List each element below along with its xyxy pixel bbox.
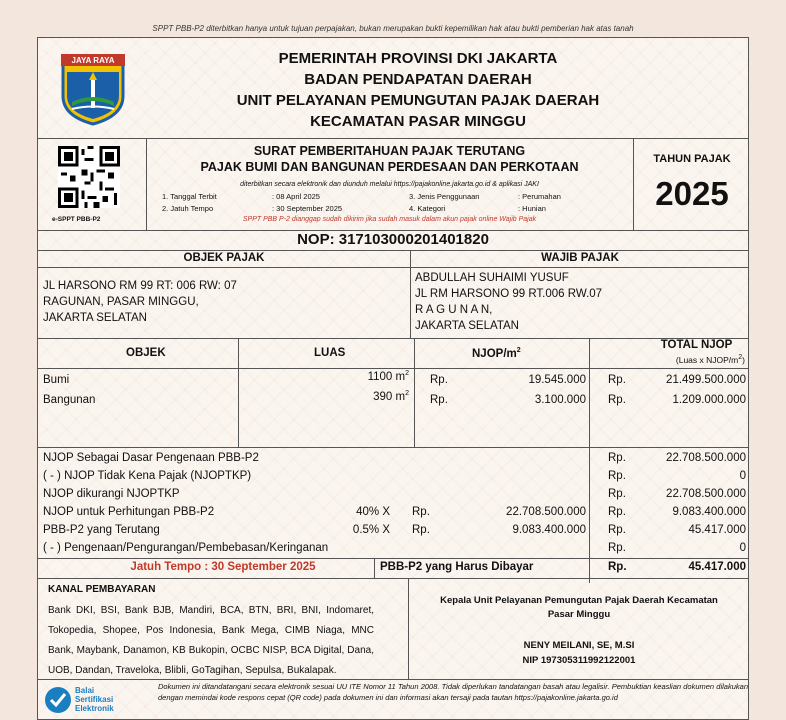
row-bangunan-rp1: Rp. [430,394,448,406]
objek-pajak-heading: OBJEK PAJAK [183,252,265,264]
summary-njop-hitung-rp: Rp. [608,506,626,518]
jatuh-tempo-banner: Jatuh Tempo : 30 September 2025 [130,561,316,573]
col-luas: LUAS [314,347,346,359]
jatuh-tempo-label: 2. Jatuh Tempo [162,204,214,213]
summary-pengurangan-value: 0 [739,542,746,554]
summary-njop-hitung-label: NJOP untuk Perhitungan PBB-P2 [43,506,215,518]
summary-njop-hitung-mid: 22.708.500.000 [506,506,586,518]
row-bangunan-njop: 3.100.000 [534,394,586,406]
row-bumi-total: 21.499.500.000 [666,374,746,386]
row-bangunan-luas-text: 390 m [373,390,406,403]
kategori-value: : Hunian [518,204,546,213]
kanal-pembayaran-title: KANAL PEMBAYARAN [48,584,156,595]
tahun-pajak-label: TAHUN PAJAK [653,153,731,165]
qr-label: e-SPPT PBB-P2 [52,216,101,223]
row-bumi-rp2: Rp. [608,374,626,386]
row-bumi-objek: Bumi [43,374,70,386]
sppt-subtitle: diterbitkan secara elektronik dan diunduh melalui https://pajakonline.jakarta.go.id & aplikasi JAKI [240,181,539,188]
dki-jakarta-logo [58,52,128,126]
row-bangunan-luas-sup: 2 [405,390,409,397]
wajib-address-line-1: JL RM HARSONO 99 RT.006 RW.07 [415,288,603,300]
col-total-sub-text: (Luas x NJOP/m [675,354,739,365]
summary-terutang-rp-mid: Rp. [412,524,430,536]
col-objek: OBJEK [126,347,166,359]
summary-pengurangan-rp: Rp. [608,542,626,554]
col-total-sub-sup: 2 [738,354,743,361]
row-bangunan-total: 1.209.000.000 [672,394,746,406]
objek-address-line-1: JL HARSONO RM 99 RT: 006 RW: 07 [43,280,237,292]
summary-njop-kurang-label: NJOP dikurangi NJOPTKP [43,488,180,500]
row-bangunan-rp2: Rp. [608,394,626,406]
summary-njoptkp-value: 0 [739,470,746,482]
col-total-sub-end: ) [742,354,745,365]
summary-njop-dasar-value: 22.708.500.000 [666,452,746,464]
sppt-title [148,143,631,175]
bsre-logo [42,683,142,717]
col-total-sub [627,354,745,365]
summary-terutang-pct: 0.5% X [352,524,390,536]
harus-dibayar-rp: Rp. [608,561,627,573]
harus-dibayar-label: PBB-P2 yang Harus Dibayar [380,561,534,573]
summary-njop-kurang-value: 22.708.500.000 [666,488,746,500]
col-njop [472,347,521,360]
col-njop-sup: 2 [516,347,521,354]
wajib-name: ABDULLAH SUHAIMI YUSUF [415,272,569,284]
summary-njop-dasar-label: NJOP Sebagai Dasar Pengenaan PBB-P2 [43,452,259,464]
delivery-note: SPPT PBB P-2 dianggap sudah dikirim jika sudah masuk dalam akun pajak online Wajib Pajak [242,216,537,223]
sppt-document [37,37,749,720]
qr-code [58,146,120,208]
signatory-block [408,638,750,668]
row-bumi-njop: 19.545.000 [528,374,586,386]
top-disclaimer: SPPT PBB-P2 diterbitkan hanya untuk tujuan perpajakan, bukan merupakan bukti kepemilikan hak atau bukti pemberian hak atas tanah [152,24,634,33]
signatory-nip: NIP 197305311992122001 [522,655,636,666]
tanggal-terbit-label: 1. Tanggal Terbit [162,192,217,201]
jenis-penggunaan-value: : Perumahan [518,192,561,201]
signatory-title [408,594,750,622]
summary-terutang-rp: Rp. [608,524,626,536]
row-bumi-luas-sup: 2 [405,370,409,377]
summary-njop-hitung-rp-mid: Rp. [412,506,430,518]
government-header [188,48,648,132]
summary-njop-hitung-pct: 40% X [356,506,390,518]
summary-njop-kurang-rp: Rp. [608,488,626,500]
tanggal-terbit-value: : 08 April 2025 [272,192,320,201]
summary-terutang-mid: 9.083.400.000 [512,524,586,536]
objek-address-line-2: RAGUNAN, PASAR MINGGU, [43,296,199,308]
signatory-title-line-2: Pasar Minggu [547,609,611,620]
row-bangunan-objek: Bangunan [43,394,96,406]
col-njop-text: NJOP/m [472,347,517,360]
footer-legal-note: Dokumen ini ditandatangani secara elektronik sesuai UU ITE Nomor 11 Tahun 2008. Tidak diperlukan tandatangan basah atau legalisir. Pembuktian keaslian dokumen dilakukan dengan memindai kode respons cepat (QR code) pada dokumen ini dan informasi akan tersaji pada tautan https://pajakonline.jakarta.go.id [158,682,748,702]
gov-line-2: BADAN PENDAPATAN DAERAH [304,71,532,88]
summary-terutang-label: PBB-P2 yang Terutang [43,524,160,536]
gov-line-4: KECAMATAN PASAR MINGGU [310,113,526,130]
sppt-title-line-2: PAJAK BUMI DAN BANGUNAN PERDESAAN DAN PERKOTAAN [200,160,579,174]
gov-line-3: UNIT PELAYANAN PEMUNGUTAN PAJAK DAERAH [236,92,600,109]
summary-terutang-value: 45.417.000 [688,524,746,536]
wajib-pajak-address [415,270,602,334]
harus-dibayar-value: 45.417.000 [688,561,746,573]
bsre-line-3: Elektronik [75,704,114,713]
bsre-line-2: Sertifikasi [75,695,114,704]
nop-number: NOP: 317103000201401820 [297,231,489,248]
bsre-line-1: Balai [75,686,95,695]
signatory-name: NENY MEILANI, SE, M.SI [523,640,635,651]
kategori-label: 4. Kategori [409,204,446,213]
jenis-penggunaan-label: 3. Jenis Penggunaan [409,192,480,201]
wajib-address-line-2: R A G U N A N, [415,304,493,316]
tahun-pajak-value: 2025 [655,175,729,212]
gov-line-1: PEMERINTAH PROVINSI DKI JAKARTA [278,50,558,67]
row-bumi-rp1: Rp. [430,374,448,386]
objek-address-line-3: JAKARTA SELATAN [43,312,147,324]
wajib-pajak-heading: WAJIB PAJAK [541,252,619,264]
signatory-title-line-1: Kepala Unit Pelayanan Pemungutan Pajak Daerah Kecamatan [440,595,718,606]
summary-njoptkp-label: ( - ) NJOP Tidak Kena Pajak (NJOPTKP) [43,470,252,482]
row-bangunan-luas [288,390,409,403]
col-total-njop: TOTAL NJOP [660,339,733,351]
summary-njop-dasar-rp: Rp. [608,452,626,464]
row-bumi-luas [288,370,409,383]
jatuh-tempo-value: : 30 September 2025 [272,204,343,213]
summary-pengurangan-label: ( - ) Pengenaan/Pengurangan/Pembebasan/Keringanan [43,542,329,554]
summary-njoptkp-rp: Rp. [608,470,626,482]
sppt-title-line-1: SURAT PEMBERITAHUAN PAJAK TERUTANG [253,144,526,158]
row-bumi-luas-text: 1100 m [367,370,406,383]
kanal-pembayaran-list: Bank DKI, BSI, Bank BJB, Mandiri, BCA, BTN, BRI, BNI, Indomaret, Tokopedia, Shopee, Pos Indonesia, Bank Mega, CIMB Niaga, MNC Bank, Maybank, Danamon, KB Bukopin, OCBC NISP, BCA Digital, Dana, UOB, Dandan, Traveloka, Blibli, GoTagihan, Sepulsa, Bukalapak. [48,605,374,676]
wajib-address-line-3: JAKARTA SELATAN [415,320,519,332]
summary-njop-hitung-value: 9.083.400.000 [672,506,746,518]
logo-banner: JAYA RAYA [71,56,115,65]
objek-pajak-address [43,278,237,326]
